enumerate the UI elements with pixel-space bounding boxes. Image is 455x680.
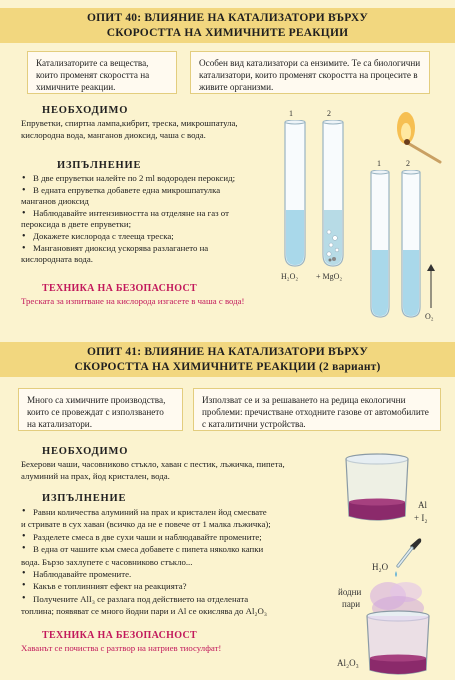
label-i2: + I₂: [414, 513, 428, 523]
test-tube-h2o2-illustration: [280, 120, 310, 270]
exp41-step-1: • Равни количества алуминий на прах и кристален йод смесвате: [21, 506, 326, 518]
exp40-title-band: [0, 8, 455, 43]
label-iodine-vapor-1: йодни: [338, 587, 362, 597]
exp41-step-6-cont: топлина; появяват се много йодни пари и Al се окислява до Al₂O₃: [21, 606, 267, 617]
exp40-safety-text: Треската за изпитване на кислорода изгасете в чаша с вода!: [21, 296, 245, 306]
tube-number-2: 2: [327, 109, 331, 118]
exp41-info-box-left: Много са химичните производства, които се провеждат с използването на катализатори.: [18, 388, 183, 431]
exp41-do-heading: ИЗПЪЛНЕНИЕ: [42, 493, 127, 504]
exp40-step-1: • В две епруветки налейте по 2 ml водороден пероксид;: [21, 173, 283, 185]
pipette-icon: [392, 536, 424, 580]
exp41-safety-text: Хаванът се почиства с разтвор на натриев тиосулфат!: [21, 643, 222, 653]
exp41-step-3-cont: вода. Бързо захлупете с часовниково стъкло...: [21, 556, 193, 567]
exp41-step-6: • Получените AlI₃ се разлага под действието на отделената: [21, 593, 326, 605]
burning-splint-illustration: [388, 108, 448, 168]
exp41-step-2: • Разделете смеса в две сухи чаши и наблюдавайте промените;: [21, 531, 326, 543]
exp41-step-1-cont: и стривате в сух хаван (всичко да не е повече от 1 малка лъжичка);: [21, 519, 271, 530]
exp40-info-box-left: Катализаторите са вещества, които променят скоростта на химичните реакции.: [27, 51, 177, 94]
exp41-need-heading: НЕОБХОДИМО: [42, 446, 129, 457]
exp40-step-3: • Наблюдавайте интензивността на отделяне на газ от: [21, 208, 283, 220]
exp41-step-4: • Наблюдавайте промените.: [21, 568, 326, 580]
exp40-title-line2: СКОРОСТТА НА ХИМИЧНИТЕ РЕАКЦИИ: [106, 27, 349, 39]
label-al2o3: Al₂O₃: [337, 658, 359, 668]
exp41-title-variant: (2 вариант): [315, 361, 381, 373]
exp41-title-line2-main: СКОРОСТТА НА ХИМИЧНИТЕ РЕАКЦИИ: [74, 361, 316, 373]
exp40-info-box-right: Особен вид катализатори са ензимите. Те са биологични катализатори, които променят скоростта на процесите в живите организми.: [190, 51, 430, 94]
test-tube-mno2-illustration: [318, 120, 348, 270]
beaker-iodine-vapor-illustration: [362, 582, 434, 678]
tube-number-1: 1: [289, 109, 293, 118]
exp40-step-4: • Докажете кислорода с тлееща треска;: [21, 231, 283, 243]
tube-label-mno2: + MgO₂: [316, 272, 343, 281]
label-water: H₂O: [372, 562, 389, 572]
exp41-info-box-right: Използват се и за решаването на редица екологични проблеми: пречистване отходните газове от автомобилите с каталитични устройства.: [193, 388, 441, 431]
exp40-step-2-cont: манганов диоксид: [21, 196, 89, 207]
oxygen-label: O₂: [425, 312, 434, 321]
exp41-safety-heading: ТЕХНИКА НА БЕЗОПАСНОСТ: [42, 630, 197, 641]
beaker-al-i2-illustration: [342, 452, 412, 524]
exp41-need-text: Бехерови чаши, часовниково стъкло, хаван с пестик, лъжичка, пипета, алуминий на прах, йод кристален, вода.: [21, 459, 285, 481]
exp40-need-text: Епруветки, спиртна лампа,кибрит, треска, микрошпатула, кислородна вода, манганов диоксид, чаша с вода.: [21, 118, 238, 140]
oxygen-up-arrow-icon: [425, 262, 437, 310]
exp40-do-heading: ИЗПЪЛНЕНИЕ: [57, 160, 142, 171]
exp41-title-line1: ОПИТ 41: ВЛИЯНИЕ НА КАТАЛИЗАТОРИ ВЪРХУ: [86, 346, 369, 358]
exp41-title-band: [0, 342, 455, 377]
tube-number-3: 1: [377, 159, 381, 168]
exp40-safety-heading: ТЕХНИКА НА БЕЗОПАСНОСТ: [42, 283, 197, 294]
tube-number-4: 2: [406, 159, 410, 168]
test-tube-right-2-illustration: [398, 170, 424, 320]
exp41-step-5: • Какъв е топлинният ефект на реакцията?: [21, 580, 326, 592]
label-iodine-vapor-2: пари: [342, 599, 361, 609]
exp40-step-3-cont: пероксида в двете епруветки;: [21, 219, 132, 230]
exp40-step-5-cont: кислородната вода.: [21, 254, 93, 265]
test-tube-right-1-illustration: [367, 170, 393, 320]
exp41-step-3: • В една от чашите към смеса добавете с пипета няколко капки: [21, 543, 326, 555]
exp41-steps-list: [21, 506, 326, 618]
exp40-title-line1: ОПИТ 40: ВЛИЯНИЕ НА КАТАЛИЗАТОРИ ВЪРХУ: [86, 12, 369, 24]
exp40-need-heading: НЕОБХОДИМО: [42, 105, 129, 116]
exp40-step-5: • Мангановият диоксид ускорява разлагането на: [21, 243, 283, 255]
tube-label-h2o2: H₂O₂: [281, 272, 299, 281]
label-al: Al: [418, 500, 427, 510]
exp41-title-line2: [0, 360, 455, 375]
exp40-steps-list: [21, 173, 283, 266]
exp40-step-2: • В едната епруветка добавете една микрошпатулка: [21, 185, 283, 197]
